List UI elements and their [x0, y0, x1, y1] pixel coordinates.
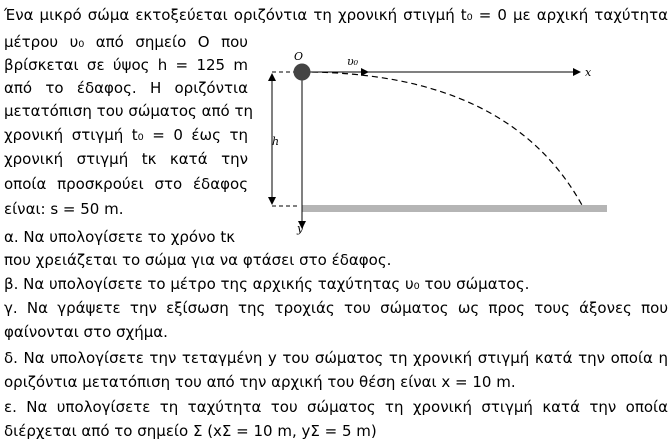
x-axis-label: x — [585, 66, 592, 79]
text-line-6: χρονική στιγμή t₀ = 0 έως τη — [4, 126, 248, 144]
origin-label: O — [294, 50, 304, 63]
text-line-9: είναι: s = 50 m. — [4, 200, 124, 218]
text-line-1: Ένα μικρό σώμα εκτοξεύεται οριζόντια τη χρονική στιγμή t₀ = 0 με αρχική ταχύτητα — [4, 6, 668, 24]
question-a-line-2: που χρειάζεται το σώμα για να φτάσει στο έδαφος. — [4, 251, 392, 269]
question-a-line-1: α. Να υπολογίσετε το χρόνο tκ — [4, 228, 236, 246]
text-line-4: από το έδαφος. Η οριζόντια — [4, 79, 248, 97]
text-line-5: μετατόπιση του σώματος από τη — [4, 102, 254, 120]
velocity-label: υ₀ — [347, 55, 359, 68]
question-c-line-2: φαίνονται στο σχήμα. — [4, 323, 168, 341]
projectile-ball — [294, 64, 311, 81]
text-line-3: βρίσκεται σε ύψος h = 125 m — [4, 56, 248, 74]
question-d-line-2: οριζόντια μετατόπιση του από την αρχική του θέση είναι x = 10 m. — [4, 373, 516, 391]
question-e-line-1: ε. Να υπολογίσετε τη ταχύτητα του σώματος τη χρονική στιγμή κατά την οποία — [4, 398, 668, 416]
text-line-8: οποία προσκρούει στο έδαφος — [4, 175, 248, 193]
y-axis-label: y — [297, 222, 304, 235]
question-d-line-1: δ. Να υπολογίσετε την τεταγμένη y του σώματος τη χρονική στιγμή κατά την οποία η — [4, 349, 668, 367]
question-b: β. Να υπολογίσετε το μέτρο της αρχικής ταχύτητας υ₀ του σώματος. — [4, 275, 530, 293]
text-line-7: χρονική στιγμή tκ κατά την — [4, 150, 248, 168]
question-c-line-1: γ. Να γράψετε την εξίσωση της τροχιάς του σώματος ως προς τους άξονες που — [4, 299, 668, 317]
question-e-line-2: διέρχεται από το σημείο Σ (xΣ = 10 m, yΣ = 5 m) — [4, 422, 377, 440]
trajectory-curve — [302, 72, 583, 207]
text-line-2: μέτρου υ₀ από σημείο Ο που — [4, 33, 248, 51]
height-label: h — [272, 135, 280, 148]
ground-strip — [302, 205, 607, 212]
